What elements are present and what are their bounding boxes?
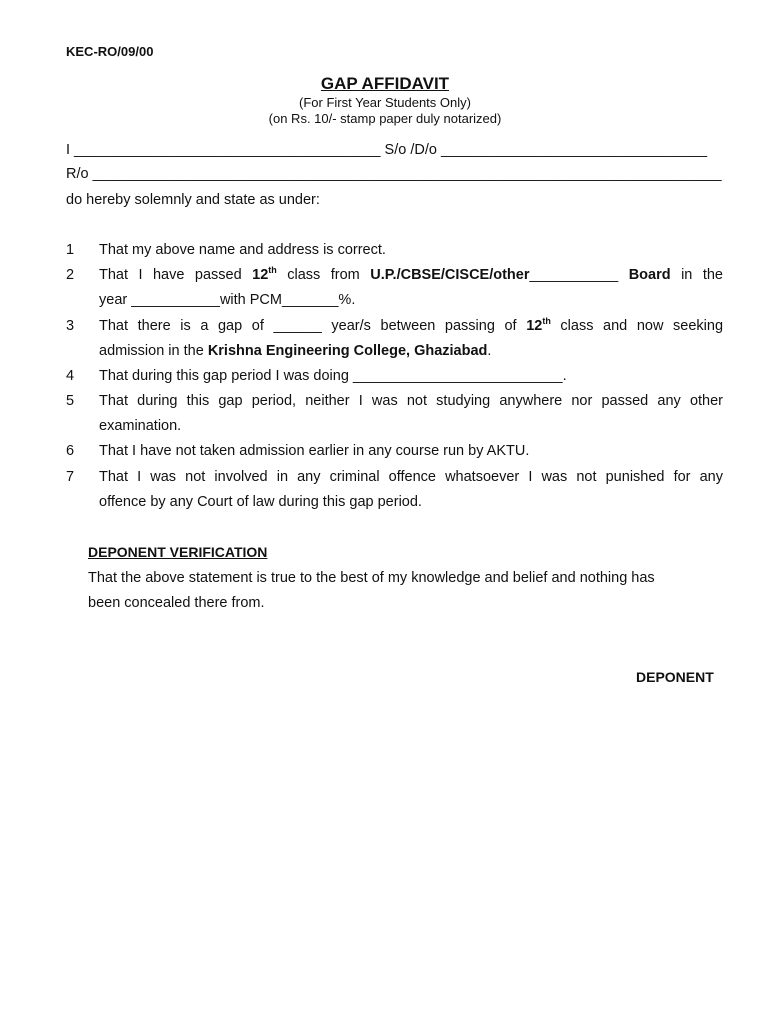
item-text: That during this gap period, neither I was not studying anywhere nor passed any other — [99, 393, 723, 409]
verification-heading: DEPONENT VERIFICATION — [88, 544, 268, 560]
name-line: I ______________________________________ S/o /D/o _________________________________ — [66, 142, 708, 158]
item-text: That there is a gap of ______ year/s between passing of 12th class and now seeking — [99, 316, 724, 334]
item-text: That my above name and address is correct. — [99, 242, 386, 258]
intro-text: do hereby solemnly and state as under: — [66, 192, 320, 208]
item-text-continued: examination. — [99, 418, 182, 434]
item-number: 2 — [66, 267, 75, 283]
item-number: 6 — [66, 443, 75, 459]
deponent-signature-label: DEPONENT — [636, 669, 714, 685]
item-text-continued: admission in the Krishna Engineering College, Ghaziabad. — [99, 343, 492, 359]
item-text: That I have passed 12th class from U.P./CBSE/CISCE/other___________ Board in the — [99, 265, 723, 283]
page-title: GAP AFFIDAVIT — [320, 74, 450, 93]
verification-text-continued: been concealed there from. — [88, 595, 265, 611]
item-number: 7 — [66, 469, 75, 485]
item-number: 4 — [66, 368, 75, 384]
verification-text: That the above statement is true to the best of my knowledge and belief and nothing has — [88, 570, 655, 586]
item-text: That I was not involved in any criminal offence whatsoever I was not punished for any — [99, 469, 723, 485]
item-text-continued: year ___________with PCM_______%. — [99, 292, 356, 308]
item-number: 3 — [66, 318, 75, 334]
residence-line: R/o ______________________________________________________________________________ — [66, 166, 722, 182]
item-number: 5 — [66, 393, 75, 409]
item-number: 1 — [66, 242, 75, 258]
item-text: That I have not taken admission earlier in any course run by AKTU. — [99, 443, 530, 459]
subtitle-stamp-paper: (on Rs. 10/- stamp paper duly notarized) — [268, 111, 502, 126]
reference-code: KEC-RO/09/00 — [66, 44, 154, 59]
item-text-continued: offence by any Court of law during this gap period. — [99, 494, 422, 510]
subtitle-first-year: (For First Year Students Only) — [299, 95, 471, 110]
item-text: That during this gap period I was doing __________________________. — [99, 368, 567, 384]
